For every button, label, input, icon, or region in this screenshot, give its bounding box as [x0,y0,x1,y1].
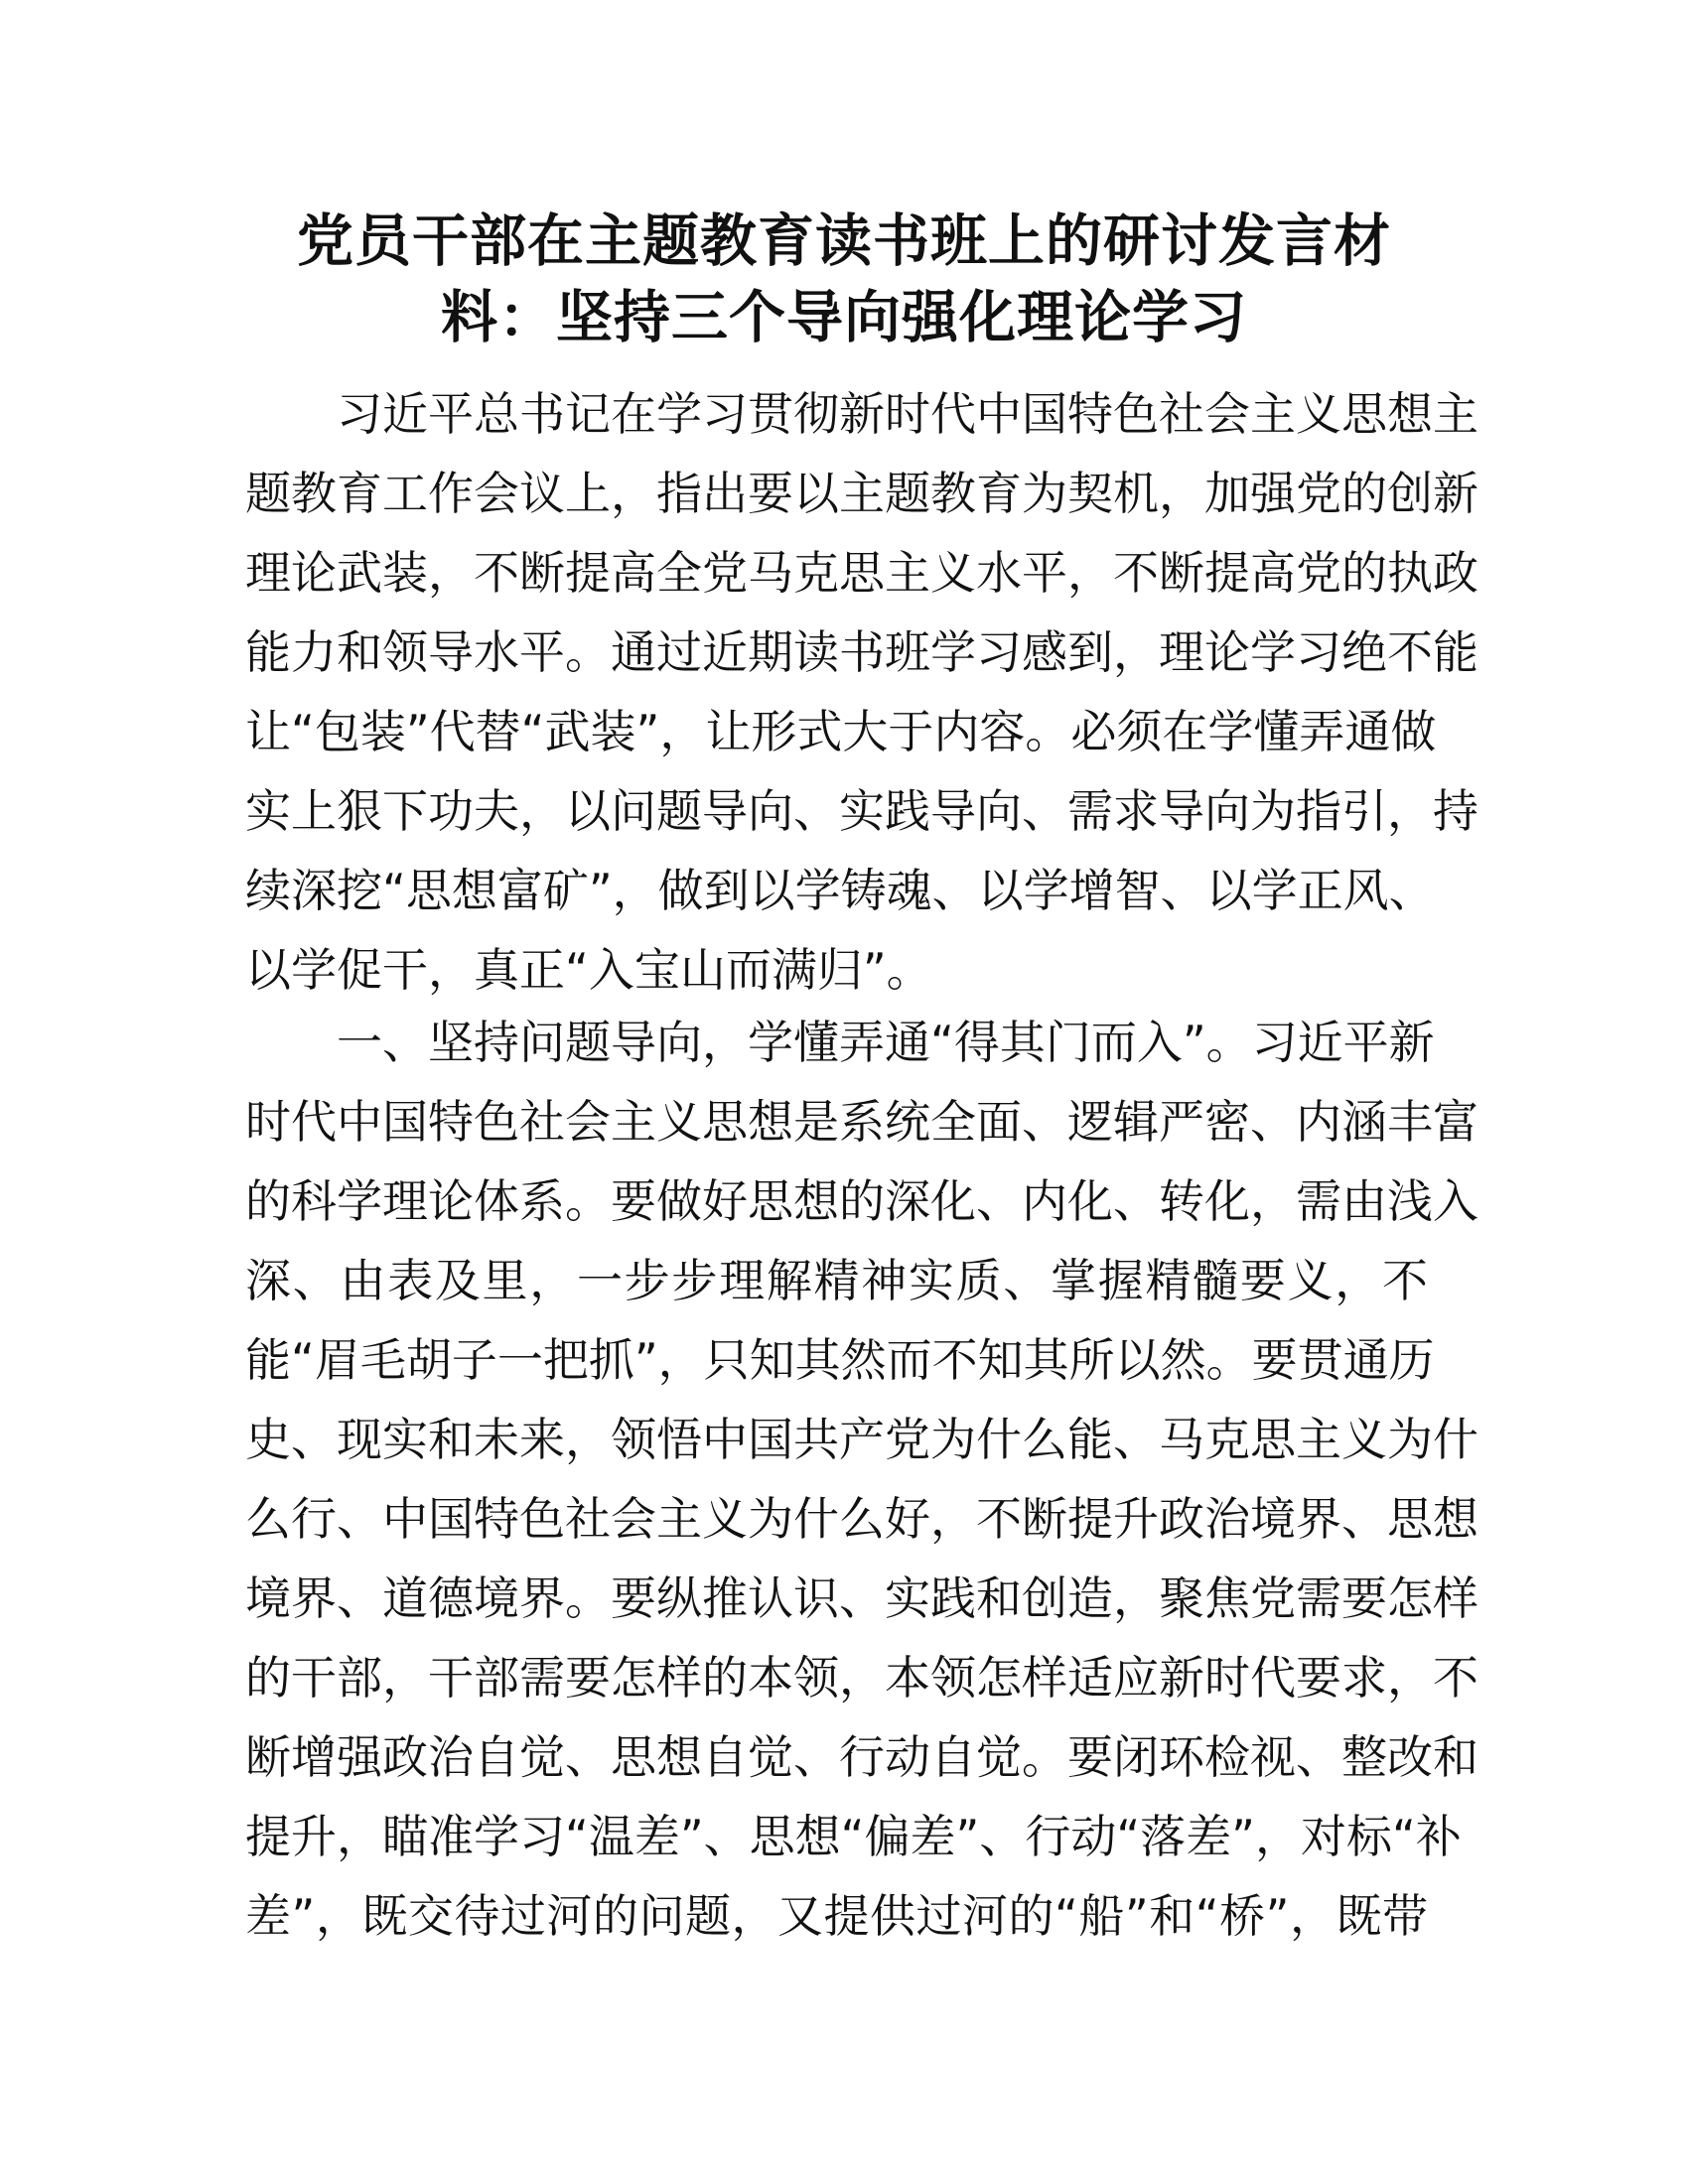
text-line: 提升，瞄准学习“温差”、思想“偏差”、行动“落差”，对标“补 [245,1810,1462,1863]
text-line: 的干部，干部需要怎样的本领，本领怎样适应新时代要求，不 [245,1651,1478,1705]
paragraph-intro [245,374,1478,1010]
text-line: 理论武装，不断提高全党马克思主义水平，不断提高党的执政 [245,546,1478,600]
text-line: 境界、道德境界。要纵推认识、实践和创造，聚焦党需要怎样 [245,1571,1478,1625]
text-line: 一、坚持问题导向，学懂弄通“得其门而入”。习近平新 [337,1016,1435,1069]
document-title-line-1: 党员干部在主题教育读书班上的研讨发言材 [297,208,1391,274]
text-line: 习近平总书记在学习贯彻新时代中国特色社会主义思想主 [337,387,1478,441]
document-title-line-2: 料：坚持三个导向强化理论学习 [441,285,1247,350]
text-line: 能“眉毛胡子一把抓”，只知其然而不知其所以然。要贯通历 [245,1333,1435,1387]
text-line: 史、现实和未来，领悟中国共产党为什么能、马克思主义为什 [245,1413,1478,1466]
text-line: 深、由表及里，一步步理解精神实质、掌握精髓要义，不 [245,1254,1428,1307]
text-line: 时代中国特色社会主义思想是系统全面、逻辑严密、内涵丰富 [245,1095,1478,1149]
paragraph-section-1 [245,1003,1478,1956]
text-line: 能力和领导水平。通过近期读书班学习感到，理论学习绝不能 [245,625,1478,679]
text-line: 续深挖“思想富矿”，做到以学铸魂、以学增智、以学正风、 [245,864,1435,917]
text-line: 么行、中国特色社会主义为什么好，不断提升政治境界、思想 [245,1492,1478,1546]
text-line: 以学促干，真正“入宝山而满归”。 [245,943,932,997]
text-line: 实上狠下功夫，以问题导向、实践导向、需求导向为指引，持 [245,784,1478,838]
text-line: 断增强政治自觉、思想自觉、行动自觉。要闭环检视、整改和 [245,1730,1478,1784]
text-line: 题教育工作会议上，指出要以主题教育为契机，加强党的创新 [245,467,1478,520]
text-line: 的科学理论体系。要做好思想的深化、内化、转化，需由浅入 [245,1174,1478,1228]
text-line: 差”，既交待过河的问题，又提供过河的“船”和“桥”，既带 [245,1889,1428,1943]
text-line: 让“包装”代替“武装”，让形式大于内容。必须在学懂弄通做 [245,705,1437,758]
